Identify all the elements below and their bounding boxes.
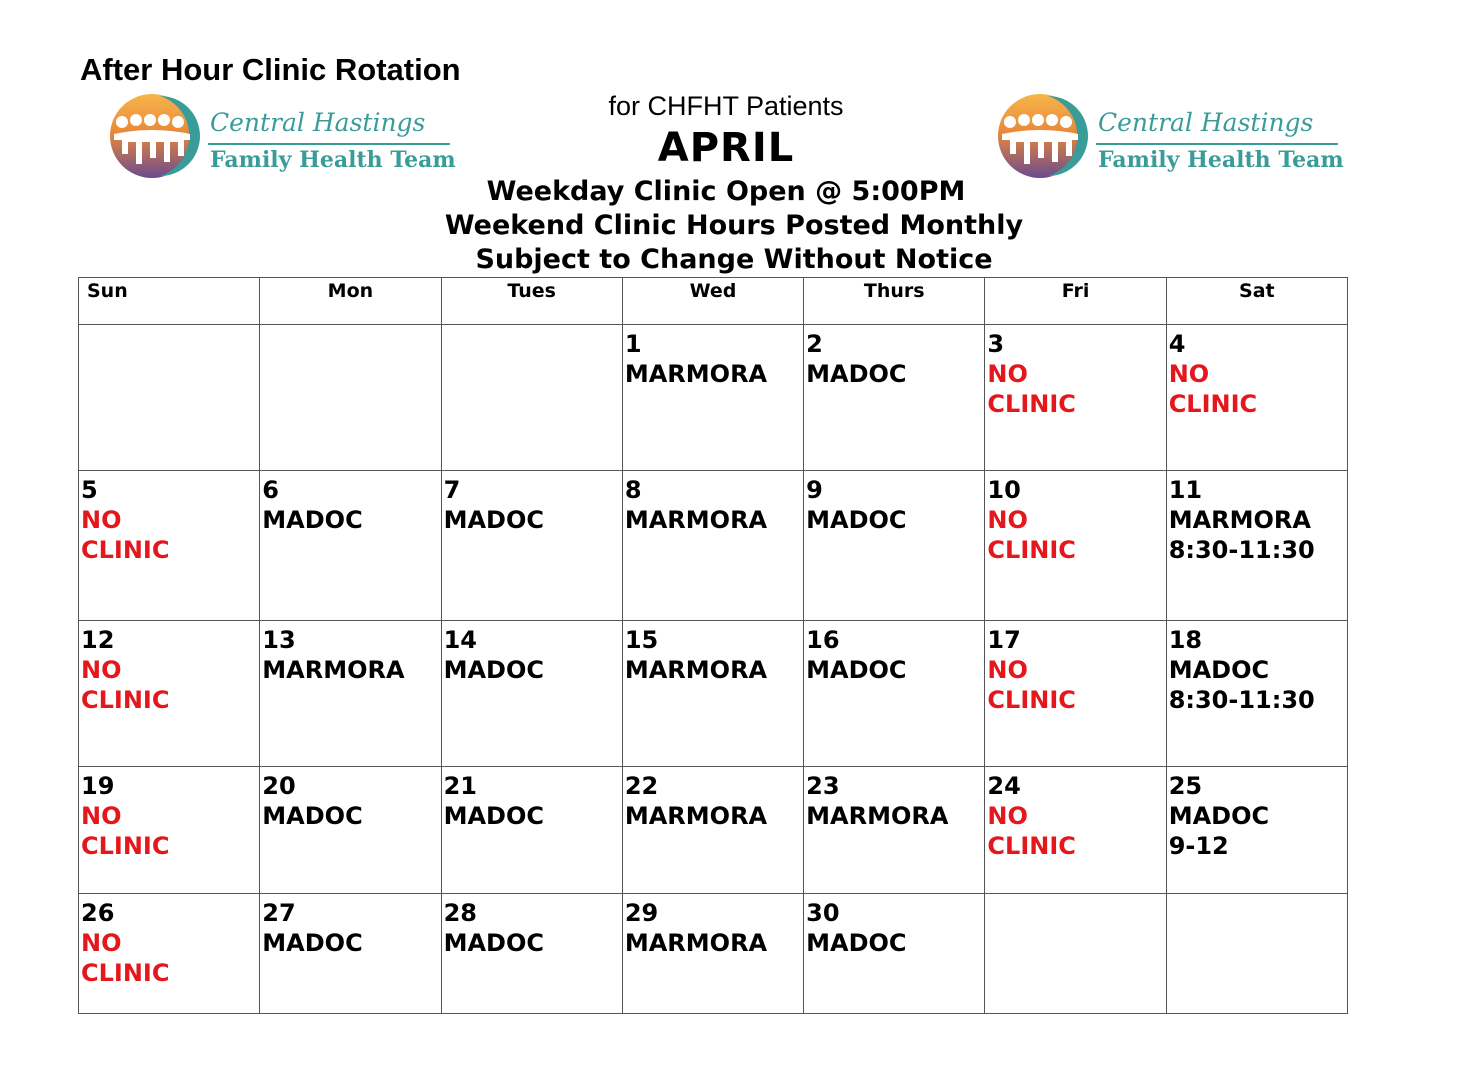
clinic-location: MARMORA bbox=[262, 656, 405, 684]
clinic-location: MADOC bbox=[443, 929, 544, 957]
weekday-header-row bbox=[79, 278, 1348, 325]
calendar-empty-cell bbox=[441, 325, 622, 471]
calendar-day-cell bbox=[441, 471, 622, 621]
day-number: 2 bbox=[806, 330, 823, 358]
page-title: After Hour Clinic Rotation bbox=[80, 52, 461, 87]
clinic-hours: 8:30-11:30 bbox=[1168, 686, 1315, 714]
clinic-location: MADOC bbox=[262, 506, 363, 534]
day-number: 15 bbox=[624, 626, 659, 654]
calendar-day-cell bbox=[804, 767, 985, 894]
calendar-week-row bbox=[79, 621, 1348, 767]
calendar-week-row bbox=[79, 767, 1348, 894]
weekday-header-thurs: Thurs bbox=[804, 278, 985, 325]
day-number: 19 bbox=[81, 772, 115, 800]
calendar-empty-cell bbox=[1166, 894, 1347, 1014]
change-notice: Subject to Change Without Notice bbox=[475, 244, 993, 275]
day-number: 7 bbox=[443, 476, 461, 504]
no-clinic-label: NO CLINIC bbox=[987, 656, 1076, 714]
clinic-location: MADOC bbox=[443, 506, 544, 534]
day-number: 6 bbox=[262, 476, 279, 504]
clinic-hours: 9-12 bbox=[1168, 832, 1229, 860]
day-number: 23 bbox=[806, 772, 840, 800]
clinic-location: MADOC bbox=[1168, 656, 1270, 684]
day-number: 4 bbox=[1168, 330, 1186, 358]
clinic-location: MADOC bbox=[806, 929, 907, 957]
clinic-location: MADOC bbox=[443, 802, 544, 830]
day-number: 16 bbox=[806, 626, 840, 654]
no-clinic-label: NO CLINIC bbox=[987, 360, 1076, 418]
calendar-week-row bbox=[79, 894, 1348, 1014]
calendar-empty-cell bbox=[985, 894, 1166, 1014]
clinic-location: MADOC bbox=[443, 656, 544, 684]
calendar-day-cell bbox=[622, 621, 803, 767]
calendar-day-cell bbox=[804, 471, 985, 621]
no-clinic-label: NO CLINIC bbox=[81, 802, 170, 860]
calendar-day-cell bbox=[622, 767, 803, 894]
clinic-hours: 8:30-11:30 bbox=[1168, 536, 1315, 564]
no-clinic-label: NO CLINIC bbox=[81, 506, 170, 564]
clinic-location: MADOC bbox=[262, 929, 363, 957]
day-number: 12 bbox=[81, 626, 115, 654]
clinic-location: MARMORA bbox=[624, 929, 768, 957]
clinic-location: MADOC bbox=[806, 656, 907, 684]
calendar-day-cell bbox=[260, 471, 441, 621]
day-number: 28 bbox=[443, 899, 477, 927]
logo-subtitle: Family Health Team bbox=[1098, 147, 1344, 173]
day-number: 14 bbox=[443, 626, 477, 654]
day-number: 13 bbox=[262, 626, 296, 654]
month-heading: APRIL bbox=[657, 125, 795, 171]
calendar-day-cell bbox=[1166, 767, 1347, 894]
day-number: 22 bbox=[624, 772, 659, 800]
day-number: 9 bbox=[806, 476, 823, 504]
calendar-day-cell bbox=[260, 621, 441, 767]
day-number: 8 bbox=[624, 476, 642, 504]
calendar-day-cell bbox=[79, 471, 260, 621]
day-number: 30 bbox=[806, 899, 840, 927]
logo-subtitle: Family Health Team bbox=[210, 147, 456, 173]
day-number: 25 bbox=[1168, 772, 1203, 800]
no-clinic-label: NO CLINIC bbox=[987, 802, 1076, 860]
day-number: 26 bbox=[81, 899, 115, 927]
day-number: 10 bbox=[987, 476, 1021, 504]
calendar-day-cell bbox=[1166, 621, 1347, 767]
weekday-header-sun: Sun bbox=[79, 278, 260, 325]
calendar-day-cell bbox=[260, 894, 441, 1014]
calendar-day-cell bbox=[804, 621, 985, 767]
calendar-day-cell bbox=[804, 325, 985, 471]
day-number: 11 bbox=[1168, 476, 1203, 504]
calendar-day-cell bbox=[985, 471, 1166, 621]
logo-name: Central Hastings bbox=[1098, 108, 1314, 137]
weekday-hours-note: Weekday Clinic Open @ 5:00PM bbox=[486, 176, 966, 207]
weekday-header-fri: Fri bbox=[985, 278, 1166, 325]
clinic-location: MARMORA bbox=[806, 802, 949, 830]
clinic-calendar bbox=[78, 277, 1348, 1014]
weekend-hours-note: Weekend Clinic Hours Posted Monthly bbox=[444, 210, 1024, 241]
calendar-day-cell bbox=[79, 621, 260, 767]
no-clinic-label: NO CLINIC bbox=[987, 506, 1076, 564]
calendar-week-row bbox=[79, 325, 1348, 471]
clinic-location: MADOC bbox=[262, 802, 363, 830]
calendar-day-cell bbox=[1166, 471, 1347, 621]
weekday-header-tues: Tues bbox=[441, 278, 622, 325]
day-number: 20 bbox=[262, 772, 296, 800]
clinic-location: MARMORA bbox=[624, 360, 768, 388]
calendar-day-cell bbox=[441, 894, 622, 1014]
clinic-location: MADOC bbox=[806, 506, 907, 534]
clinic-location: MADOC bbox=[1168, 802, 1270, 830]
no-clinic-label: NO CLINIC bbox=[81, 656, 170, 714]
clinic-location: MARMORA bbox=[624, 802, 768, 830]
day-number: 24 bbox=[987, 772, 1021, 800]
calendar-empty-cell bbox=[260, 325, 441, 471]
no-clinic-label: NO CLINIC bbox=[1168, 360, 1258, 418]
calendar-day-cell bbox=[985, 621, 1166, 767]
calendar-day-cell bbox=[1166, 325, 1347, 471]
logo-name: Central Hastings bbox=[210, 108, 426, 137]
day-number: 18 bbox=[1168, 626, 1203, 654]
calendar-week-row bbox=[79, 471, 1348, 621]
calendar-day-cell bbox=[622, 471, 803, 621]
clinic-location: MARMORA bbox=[1168, 506, 1311, 534]
day-number: 27 bbox=[262, 899, 296, 927]
weekday-header-sat: Sat bbox=[1166, 278, 1347, 325]
calendar-day-cell bbox=[441, 621, 622, 767]
calendar-day-cell bbox=[804, 894, 985, 1014]
calendar-day-cell bbox=[622, 894, 803, 1014]
calendar-empty-cell bbox=[79, 325, 260, 471]
calendar-day-cell bbox=[622, 325, 803, 471]
calendar-day-cell bbox=[985, 325, 1166, 471]
day-number: 29 bbox=[624, 899, 659, 927]
clinic-location: MARMORA bbox=[624, 656, 768, 684]
no-clinic-label: NO CLINIC bbox=[81, 929, 170, 987]
clinic-location: MADOC bbox=[806, 360, 907, 388]
calendar-day-cell bbox=[260, 767, 441, 894]
day-number: 5 bbox=[81, 476, 98, 504]
calendar-day-cell bbox=[79, 767, 260, 894]
calendar-day-cell bbox=[79, 894, 260, 1014]
clinic-location: MARMORA bbox=[624, 506, 768, 534]
day-number: 17 bbox=[987, 626, 1021, 654]
calendar-day-cell bbox=[441, 767, 622, 894]
weekday-header-mon: Mon bbox=[260, 278, 441, 325]
patients-subtitle: for CHFHT Patients bbox=[608, 91, 844, 121]
day-number: 21 bbox=[443, 772, 477, 800]
day-number: 3 bbox=[987, 330, 1005, 358]
day-number: 1 bbox=[624, 330, 642, 358]
calendar-day-cell bbox=[985, 767, 1166, 894]
weekday-header-wed: Wed bbox=[622, 278, 803, 325]
